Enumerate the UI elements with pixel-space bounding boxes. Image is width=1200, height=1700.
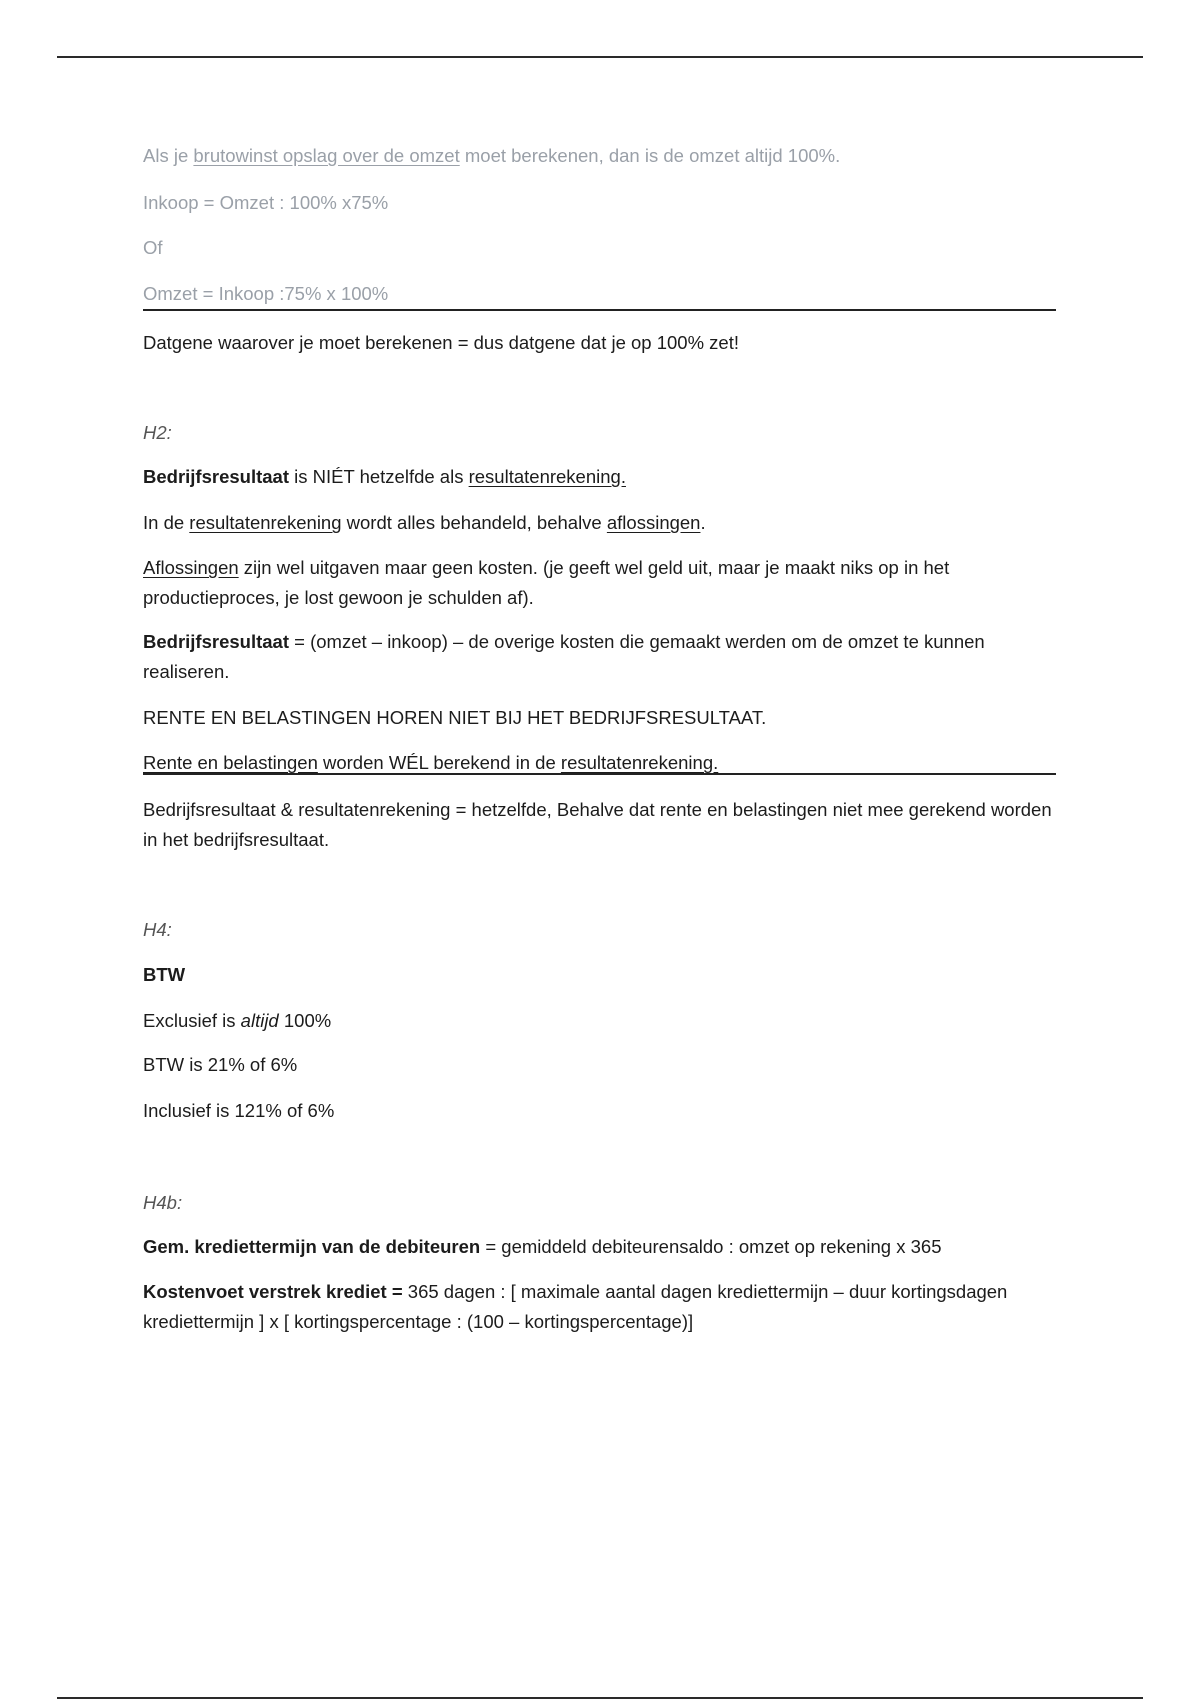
h2-paragraph-4	[143, 627, 1063, 687]
btw-inclusive: Inclusief is 121% of 6%	[143, 1100, 335, 1121]
h2-p1-underlined: resultatenrekening.	[468, 466, 626, 487]
h2-p2-underlined-2: aflossingen	[606, 512, 701, 533]
inkoop-formula: Inkoop = Omzet : 100% x75%	[143, 192, 389, 213]
h2-p1-text: is NIÉT hetzelfde als	[289, 466, 469, 487]
omzet-formula: Omzet = Inkoop :75% x 100%	[143, 283, 389, 304]
markup-intro-text-a: Als je	[143, 145, 194, 166]
btw-exclusive-text-a: Exclusief is	[143, 1010, 241, 1031]
h2-p1-bold: Bedrijfsresultaat	[143, 466, 289, 487]
h2-p3-underlined: Aflossingen	[143, 557, 239, 578]
base-note: Datgene waarover je moet berekenen = dus datgene dat je op 100% zet!	[143, 332, 740, 353]
credit-term-bold: Gem. krediettermijn van de debiteuren	[143, 1236, 481, 1257]
credit-term-formula	[143, 1232, 941, 1262]
h2-paragraph-7: Bedrijfsresultaat & resultatenrekening = hetzelfde, Behalve dat rente en belastingen niet mee gerekend worden in het bedrijfsresultaat.	[143, 799, 1052, 850]
h2-p4-text: = (omzet – inkoop) – de overige kosten die gemaakt werden om de omzet te kunnen realiseren.	[143, 631, 985, 682]
page-top-rule	[57, 56, 1143, 58]
h2-p2-text-c: .	[700, 512, 706, 533]
h2-paragraph-3	[143, 553, 1063, 613]
btw-exclusive-text-b: 100%	[278, 1010, 332, 1031]
heading-h2: H2:	[143, 422, 172, 443]
h2-p2-underlined-1: resultatenrekening	[189, 512, 342, 533]
btw-title-text: BTW	[143, 964, 186, 985]
credit-cost-bold: Kostenvoet verstrek krediet =	[143, 1281, 403, 1302]
separator-rule-2	[143, 773, 1056, 775]
h2-paragraph-5: RENTE EN BELASTINGEN HOREN NIET BIJ HET BEDRIJFSRESULTAAT.	[143, 707, 767, 728]
btw-rate: BTW is 21% of 6%	[143, 1054, 298, 1075]
btw-exclusive-italic: altijd	[240, 1010, 279, 1031]
credit-term-text: = gemiddeld debiteurensaldo : omzet op rekening x 365	[480, 1236, 942, 1257]
h2-p2-text-b: wordt alles behandeld, behalve	[341, 512, 607, 533]
h2-p3-text: zijn wel uitgaven maar geen kosten. (je geeft wel geld uit, maar je maakt niks op in het productieproces, je lost gewoon je schulden af).	[143, 557, 950, 608]
markup-intro-underlined: brutowinst opslag over de omzet	[193, 145, 460, 166]
credit-cost-formula	[143, 1277, 1063, 1337]
heading-h4: H4:	[143, 919, 172, 940]
or-line: Of	[143, 237, 163, 258]
h2-p6-text: worden WÉL berekend in de	[317, 752, 561, 773]
h2-p6-underlined-1: Rente en belastingen	[143, 752, 318, 773]
credit-cost-text: 365 dagen : [ maximale aantal dagen krediettermijn – duur kortingsdagen krediettermijn ] x [ kortingspercentage : (100 – kortingspercentage)]	[143, 1281, 1008, 1332]
h2-p6-underlined-2: resultatenrekening.	[560, 752, 719, 773]
page-bottom-rule	[57, 1697, 1143, 1699]
btw-exclusive	[143, 1006, 331, 1036]
h2-paragraph-2	[143, 508, 706, 538]
separator-rule-1	[143, 309, 1056, 311]
markup-intro-line	[143, 141, 840, 171]
heading-h4b: H4b:	[143, 1192, 183, 1213]
btw-title	[143, 960, 185, 990]
h2-p2-text-a: In de	[143, 512, 190, 533]
markup-intro-text-b: moet berekenen, dan is de omzet altijd 100%.	[459, 145, 841, 166]
h2-p4-bold: Bedrijfsresultaat	[143, 631, 289, 652]
h2-paragraph-1	[143, 462, 626, 492]
